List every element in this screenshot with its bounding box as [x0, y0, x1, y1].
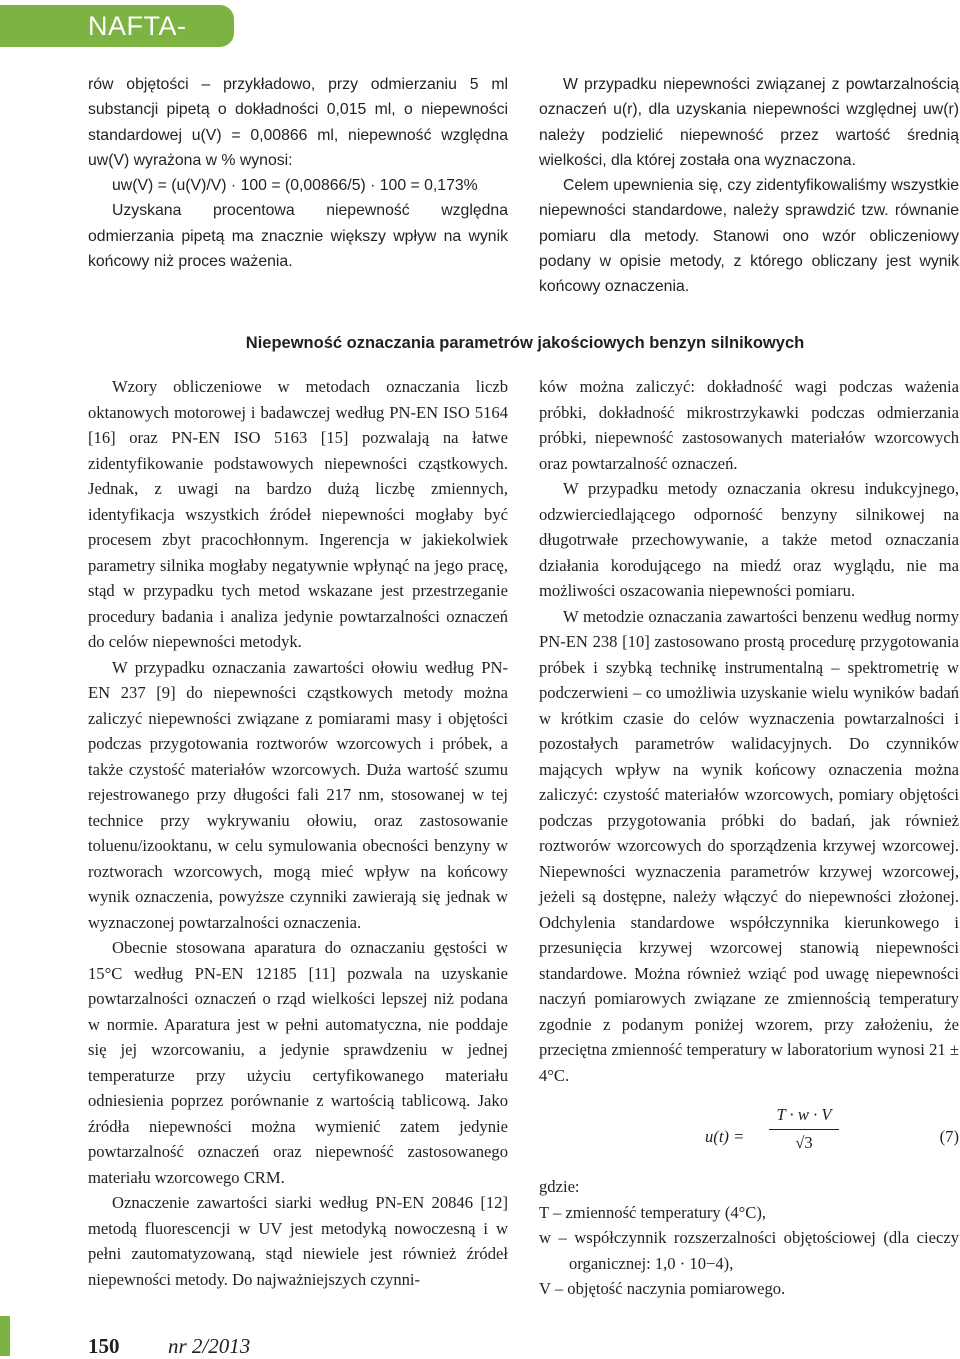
top-right-column [539, 72, 959, 300]
definitions [539, 1174, 959, 1302]
formula: uw(V) = (u(V)/V) · 100 = (0,00866/5) · 100 = 0,173% [112, 177, 478, 195]
equation-denominator: √3 [795, 1132, 813, 1152]
paragraph: rów objętości – przykładowo, przy odmierzaniu 5 ml substancji pipetą o dokładności 0,015 ml, o niepewności standardowej u(V) = 0,00866 ml, niepewność względna uw(V) wyrażona w % wynosi: [88, 76, 508, 169]
paragraph: W przypadku niepewności związanej z powtarzalnością oznaczeń u(r), dla uzyskania niepewności względnej uw(r) należy podzielić niepewność przez wartość średnią wielkości, dla której została ona wyznaczona. [539, 76, 959, 169]
paragraph: Oznaczenie zawartości siarki według PN-EN 20846 [12] metodą fluorescencji w UV jest metodyką nowoczesną i w pełni zautomatyzowaną, stąd niewiele jest również źródeł niepewności metody. Do najważniejszych czynni- [88, 1193, 508, 1289]
paragraph: W przypadku oznaczania zawartości ołowiu według PN-EN 237 [9] do niepewności cząstkowych metody można zaliczyć niepewności związane z pomiarami masy i objętości podczas przygotowania roztworów wzorcowych i próbek, a także czystość materiałów wzorcowych. Duża wartość szumu rejestrowanego przy długości fali 217 nm, stosowanej w tej technice przy wykrywaniu ołowiu, oraz zastosowanie toluenu/izooktanu, w celu symulowania obecności benzyny w roztworach wzorcowych, mogą mieć wpływ na końcowy wynik oznaczenia, powyższe czynniki zawierają się jednak w wyznaczonej powtarzalności oznaczenia. [88, 657, 508, 932]
section-heading: Niepewność oznaczania parametrów jakościowych benzyn silnikowych [245, 334, 805, 352]
top-left-column [88, 72, 508, 274]
paragraph: W metodzie oznaczania zawartości benzenu według normy PN-EN 238 [10] zastosowano prostą procedurę przygotowania próbek i szybką technikę instrumentalną – spektrometrię w podczerwieni – co umożliwia uzyskanie wielu wyników badań w krótkim czasie do celów wyznaczenia powtarzalności i pozostałych parametrów walidacyjnych. Do czynników mających wpływ na wynik końcowy oznaczenia można zaliczyć: czystość materiałów wzorcowych, pomiary objętości podczas przygotowania próbki do badań, jak również roztworów wzorcowych do sporządzenia krzywej wzorcowej. Niepewności wyznaczenia parametrów krzywej wzorcowej, jeżeli są dostępne, należy włączyć do niepewności złożonej. Odchylenia standardowe współczynnika kierunkowego i przesunięcia krzywej wzorcowej stanowią niepewności standardowe. Można również wziąć pod uwagę niepewności naczyń pomiarowych związane ze zmiennością temperatury zgodnie z podanym poniżej wzorem, przy założeniu, że przeciętna zmienność temperatury w laboratorium wynosi 21 ± 4°C. [539, 606, 959, 1085]
issue-label: nr 2/2013 [168, 1334, 251, 1358]
where-label: gdzie: [539, 1177, 580, 1196]
journal-title-tab [0, 5, 234, 83]
paragraph: Obecnie stosowana aparatura do oznaczaniu gęstości w 15°C według PN-EN 12185 [11] pozwala na uzyskanie powtarzalności oznaczeń o rząd wielkości lepszej niż podana w normie. Aparatura jest w pełni automatyczna, nie poddaje się jej wzorcowaniu, a jedynie sprawdzeniu w jednej temperaturze przy użyciu certyfikowanego materiału odniesienia poprzez porównanie z wartością tablicową. Jako źródła niepewności można wymienić zatem jedynie powtarzalność oznaczeń oraz niepewność zastosowanego materiału wzorcowego CRM. [88, 938, 508, 1187]
footer-accent-bar [0, 1316, 10, 1356]
equation-number: (7) [939, 1127, 959, 1146]
equation-numerator: T · w · V [769, 1102, 839, 1130]
equation-lhs: u(t) = [705, 1127, 745, 1146]
right-column [539, 374, 959, 1302]
paragraph: Celem upewnienia się, czy zidentyfikowaliśmy wszystkie niepewności standardowe, należy sprawdzić tzw. równanie pomiaru dla metody. Stanowi ono wzór obliczeniowy podany w opisie metody, z którego obliczany jest wynik końcowy oznaczenia. [539, 177, 959, 296]
equation-fraction [769, 1102, 839, 1155]
journal-title: NAFTA-GAZ [88, 11, 187, 83]
left-column [88, 374, 508, 1292]
definition-V: V – objętość naczynia pomiarowego. [539, 1279, 786, 1298]
paragraph: Uzyskana procentowa niepewność względna odmierzania pipetą ma znacznie większy wpływ na wynik końcowy niż proces ważenia. [88, 202, 508, 271]
paragraph: ków można zaliczyć: dokładność wagi podczas ważenia próbki, dokładność mikrostrzykawki podczas odmierzania próbki, niepewność zastosowanych materiałów wzorcowych oraz powtarzalność oznaczeń. [539, 377, 959, 473]
page-number: 150 [88, 1334, 120, 1358]
paragraph: W przypadku metody oznaczania okresu indukcyjnego, odzwierciedlającego odporność benzyny silnikowej na długotrwałe przechowywanie, a także metod oznaczania działania korodującego na miedź oraz wyglądu, nie ma możliwości oszacowania niepewności pomiaru. [539, 479, 959, 600]
equation-7 [539, 1102, 959, 1164]
paragraph: Wzory obliczeniowe w metodach oznaczania liczb oktanowych motorowej i badawczej według PN-EN ISO 5164 [16] oraz PN-EN ISO 5163 [15] pozwalają na łatwe zidentyfikowanie podstawowych niepewności cząstkowych. Jednak, z uwagi na bardzo dużą liczbę zmiennych, identyfikacja wszystkich źródeł niepewności mogłaby być procesem zbyt pracochłonnym. Ingerencja w jakiekolwiek parametry silnika mogłaby negatywnie wpłynąć na jego pracę, stąd w przypadku tych metod wskazane jest przestrzeganie procedury badania i analiza jedynie powtarzalności oznaczeń do celów niepewności metodyk. [88, 377, 508, 651]
definition-w: w – współczynnik rozszerzalności objętościowej (dla cieczy organicznej: 1,0 · 10−4), [539, 1228, 959, 1273]
definition-T: T – zmienność temperatury (4°C), [539, 1202, 767, 1222]
